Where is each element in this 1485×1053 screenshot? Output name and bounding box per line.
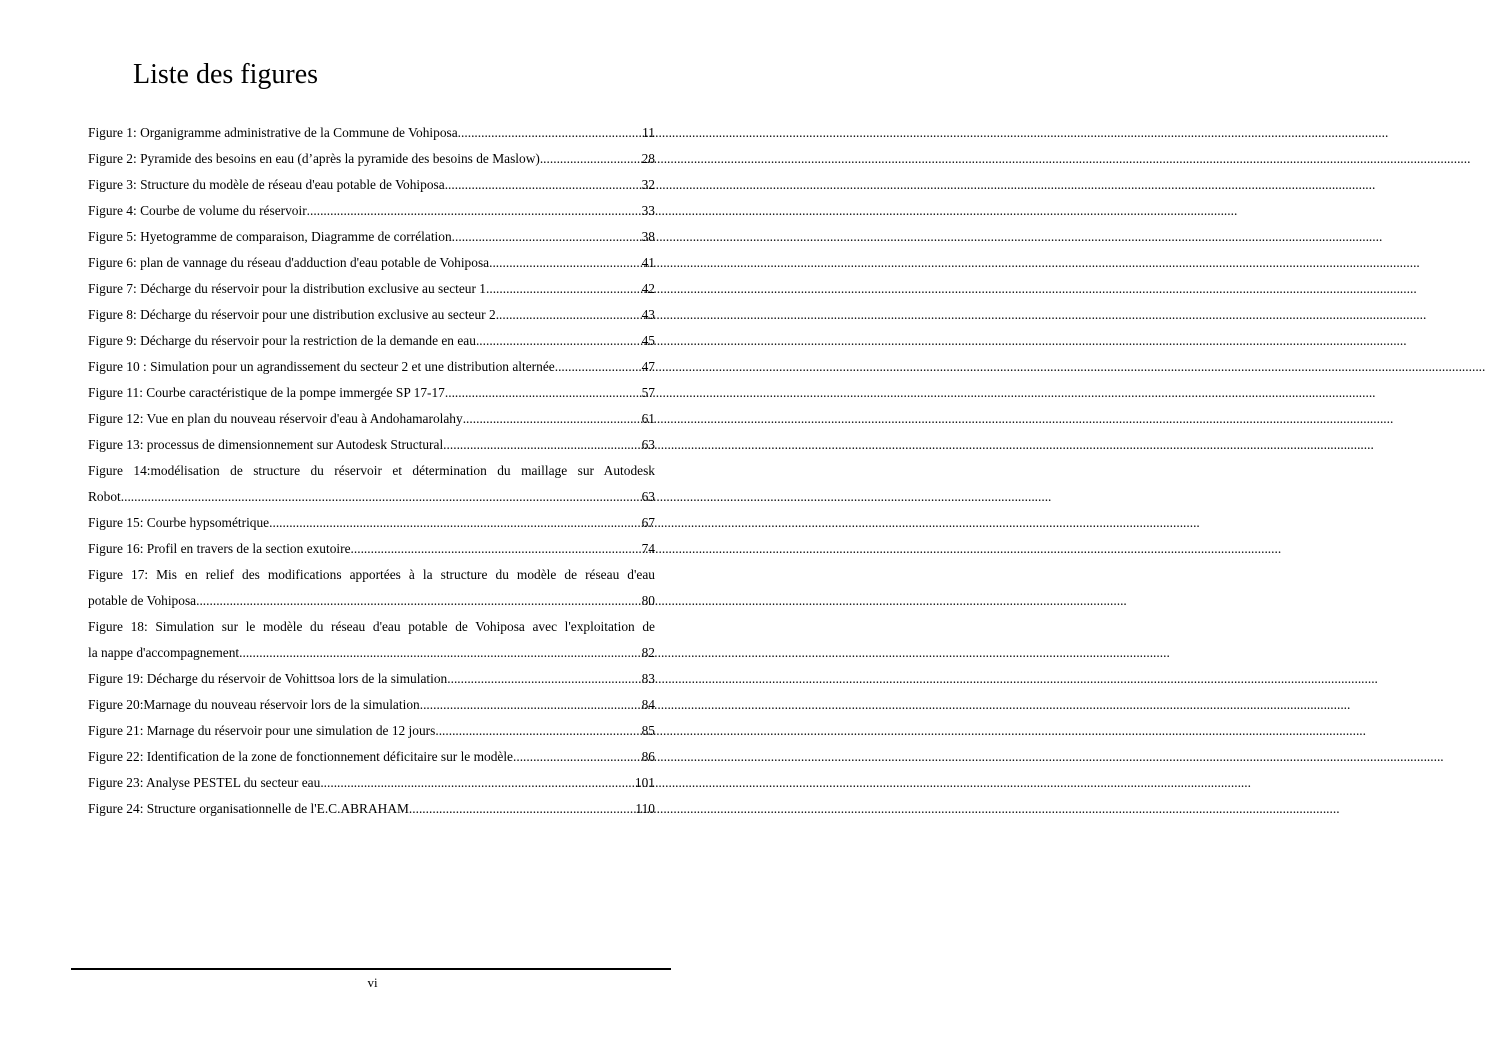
toc-leader-dots bbox=[513, 744, 642, 770]
toc-entry-label: Figure 12: Vue en plan du nouveau réservoir d'eau à Andohamarolahy bbox=[88, 411, 463, 426]
toc-entry[interactable] bbox=[88, 354, 655, 380]
toc-entry-label: Figure 6: plan de vannage du réseau d'adduction d'eau potable de Vohiposa bbox=[88, 255, 490, 270]
toc-entry-row bbox=[88, 640, 655, 666]
toc-entry-row bbox=[88, 224, 655, 250]
toc-entry[interactable] bbox=[88, 328, 655, 354]
toc-entry-row bbox=[88, 276, 655, 302]
toc-entry-label: Figure 20:Marnage du nouveau réservoir lors de la simulation bbox=[88, 697, 420, 712]
toc-entry[interactable] bbox=[88, 276, 655, 302]
toc-entry-page: 28 bbox=[641, 151, 655, 166]
toc-entry-page: 82 bbox=[641, 645, 655, 660]
toc-entry-page: 61 bbox=[641, 411, 655, 426]
footer-rule bbox=[71, 968, 671, 970]
toc-entry-page: 45 bbox=[641, 333, 655, 348]
toc-entry[interactable] bbox=[88, 302, 655, 328]
toc-entry-label: Figure 3: Structure du modèle de réseau d'eau potable de Vohiposa bbox=[88, 177, 445, 192]
toc-entry[interactable] bbox=[88, 666, 655, 692]
toc-entry-row bbox=[88, 770, 655, 796]
toc-leader-dots bbox=[420, 692, 642, 718]
toc-entry[interactable] bbox=[88, 562, 655, 614]
toc-entry[interactable] bbox=[88, 198, 655, 224]
toc-entry-page: 43 bbox=[641, 307, 655, 322]
toc-entry[interactable] bbox=[88, 770, 655, 796]
toc-leader-dots bbox=[196, 588, 642, 614]
toc-entry-page: 32 bbox=[641, 177, 655, 192]
toc-entry-page: 33 bbox=[641, 203, 655, 218]
toc-leader-dots bbox=[435, 718, 641, 744]
toc-entry-label: Figure 2: Pyramide des besoins en eau (d’après la pyramide des besoins de Maslow) bbox=[88, 151, 540, 166]
page-title: Liste des figures bbox=[133, 59, 319, 90]
toc-entry[interactable] bbox=[88, 510, 655, 536]
toc-entry-row bbox=[88, 302, 655, 328]
toc-entry-label: Robot bbox=[88, 489, 121, 504]
toc-entry-page: 101 bbox=[634, 775, 655, 790]
toc-leader-dots bbox=[463, 406, 642, 432]
toc-entry-page: 110 bbox=[635, 801, 655, 816]
toc-entry-label-line1: Figure 18: Simulation sur le modèle du réseau d'eau potable de Vohiposa avec l'exploitation de bbox=[88, 619, 655, 634]
toc-entry-row bbox=[88, 744, 655, 770]
toc-leader-dots bbox=[476, 328, 642, 354]
toc-leader-dots bbox=[486, 276, 642, 302]
toc-entry-label-line1: Figure 14:modélisation de structure du réservoir et détermination du maillage sur Autodesk bbox=[88, 463, 655, 478]
toc-entry-label: Figure 23: Analyse PESTEL du secteur eau bbox=[88, 775, 321, 790]
toc-leader-dots bbox=[269, 510, 641, 536]
toc-entry[interactable] bbox=[88, 614, 655, 666]
toc-entry-page: 63 bbox=[641, 489, 655, 504]
toc-entry-row bbox=[88, 198, 655, 224]
toc-entry-row bbox=[88, 796, 655, 822]
toc-entry[interactable] bbox=[88, 718, 655, 744]
toc-entry[interactable] bbox=[88, 172, 655, 198]
toc-leader-dots bbox=[458, 120, 642, 146]
toc-entry-label: Figure 21: Marnage du réservoir pour une simulation de 12 jours bbox=[88, 723, 436, 738]
toc-entry-label: Figure 1: Organigramme administrative de la Commune de Vohiposa bbox=[88, 125, 458, 140]
toc-entry-row bbox=[88, 666, 655, 692]
toc-leader-dots bbox=[320, 770, 635, 796]
toc-entry[interactable] bbox=[88, 406, 655, 432]
toc-entry-row bbox=[88, 146, 655, 172]
toc-leader-dots bbox=[540, 146, 642, 172]
toc-entry-label: Figure 9: Décharge du réservoir pour la restriction de la demande en eau bbox=[88, 333, 476, 348]
toc-leader-dots bbox=[307, 198, 642, 224]
toc-leader-dots bbox=[452, 224, 642, 250]
toc-entry[interactable] bbox=[88, 250, 655, 276]
toc-entry-page: 74 bbox=[641, 541, 655, 556]
toc-entry[interactable] bbox=[88, 692, 655, 718]
toc-entry-row bbox=[88, 380, 655, 406]
toc-entry-page: 42 bbox=[641, 281, 655, 296]
toc-leader-dots bbox=[409, 796, 636, 822]
toc-entry-page: 80 bbox=[641, 593, 655, 608]
toc-entry-label: Figure 4: Courbe de volume du réservoir bbox=[88, 203, 307, 218]
toc-entry-row bbox=[88, 692, 655, 718]
toc-entry-row bbox=[88, 510, 655, 536]
toc-entry[interactable] bbox=[88, 432, 655, 458]
toc-entry[interactable] bbox=[88, 458, 655, 510]
toc-entry-page: 83 bbox=[641, 671, 655, 686]
toc-entry[interactable] bbox=[88, 536, 655, 562]
toc-entry-label: Figure 16: Profil en travers de la section exutoire bbox=[88, 541, 351, 556]
toc-entry[interactable] bbox=[88, 146, 655, 172]
toc-entry[interactable] bbox=[88, 380, 655, 406]
toc-leader-dots bbox=[496, 302, 642, 328]
toc-entry-page: 11 bbox=[642, 125, 655, 140]
toc-entry-label: la nappe d'accompagnement bbox=[88, 645, 240, 660]
toc-entry-row bbox=[88, 354, 655, 380]
figure-list bbox=[88, 120, 655, 822]
toc-entry-label: Figure 13: processus de dimensionnement sur Autodesk Structural bbox=[88, 437, 444, 452]
toc-entry-page: 38 bbox=[641, 229, 655, 244]
toc-entry-row bbox=[88, 588, 655, 614]
toc-leader-dots bbox=[443, 432, 641, 458]
toc-leader-dots bbox=[239, 640, 641, 666]
toc-leader-dots bbox=[447, 666, 641, 692]
toc-entry-page: 63 bbox=[641, 437, 655, 452]
toc-entry-page: 67 bbox=[641, 515, 655, 530]
toc-entry[interactable] bbox=[88, 796, 655, 822]
toc-leader-dots bbox=[445, 380, 642, 406]
toc-entry-row bbox=[88, 172, 655, 198]
toc-entry-label: Figure 8: Décharge du réservoir pour une distribution exclusive au secteur 2 bbox=[88, 307, 496, 322]
toc-entry-label: Figure 10 : Simulation pour un agrandissement du secteur 2 et une distribution alternée bbox=[88, 359, 555, 374]
toc-leader-dots bbox=[121, 484, 642, 510]
toc-leader-dots bbox=[351, 536, 642, 562]
toc-entry-row bbox=[88, 432, 655, 458]
toc-entry-row bbox=[88, 406, 655, 432]
toc-entry-page: 86 bbox=[641, 749, 655, 764]
toc-entry-page: 47 bbox=[641, 359, 655, 374]
toc-entry-row bbox=[88, 536, 655, 562]
toc-entry-page: 41 bbox=[641, 255, 655, 270]
toc-entry[interactable] bbox=[88, 744, 655, 770]
toc-entry[interactable] bbox=[88, 224, 655, 250]
toc-entry-label: Figure 5: Hyetogramme de comparaison, Diagramme de corrélation bbox=[88, 229, 452, 244]
toc-leader-dots bbox=[445, 172, 642, 198]
toc-entry[interactable] bbox=[88, 120, 655, 146]
toc-entry-row bbox=[88, 250, 655, 276]
toc-leader-dots bbox=[555, 354, 642, 380]
toc-entry-label: Figure 22: Identification de la zone de fonctionnement déficitaire sur le modèle bbox=[88, 749, 513, 764]
toc-entry-label: Figure 24: Structure organisationnelle de l'E.C.ABRAHAM bbox=[88, 801, 409, 816]
toc-entry-label: Figure 15: Courbe hypsométrique bbox=[88, 515, 270, 530]
toc-entry-page: 57 bbox=[641, 385, 655, 400]
toc-entry-row bbox=[88, 718, 655, 744]
toc-entry-row bbox=[88, 120, 655, 146]
toc-entry-label: Figure 11: Courbe caractéristique de la pompe immergée SP 17-17 bbox=[88, 385, 445, 400]
toc-entry-label: Figure 19: Décharge du réservoir de Vohittsoa lors de la simulation bbox=[88, 671, 448, 686]
toc-entry-label: potable de Vohiposa bbox=[88, 593, 197, 608]
toc-entry-row bbox=[88, 484, 655, 510]
toc-entry-label: Figure 7: Décharge du réservoir pour la distribution exclusive au secteur 1 bbox=[88, 281, 487, 296]
toc-entry-page: 84 bbox=[641, 697, 655, 712]
toc-leader-dots bbox=[489, 250, 642, 276]
toc-entry-label-line1: Figure 17: Mis en relief des modifications apportées à la structure du modèle de réseau d'eau bbox=[88, 567, 655, 582]
toc-entry-row bbox=[88, 328, 655, 354]
page-number: vi bbox=[367, 975, 378, 990]
toc-entry-page: 85 bbox=[641, 723, 655, 738]
